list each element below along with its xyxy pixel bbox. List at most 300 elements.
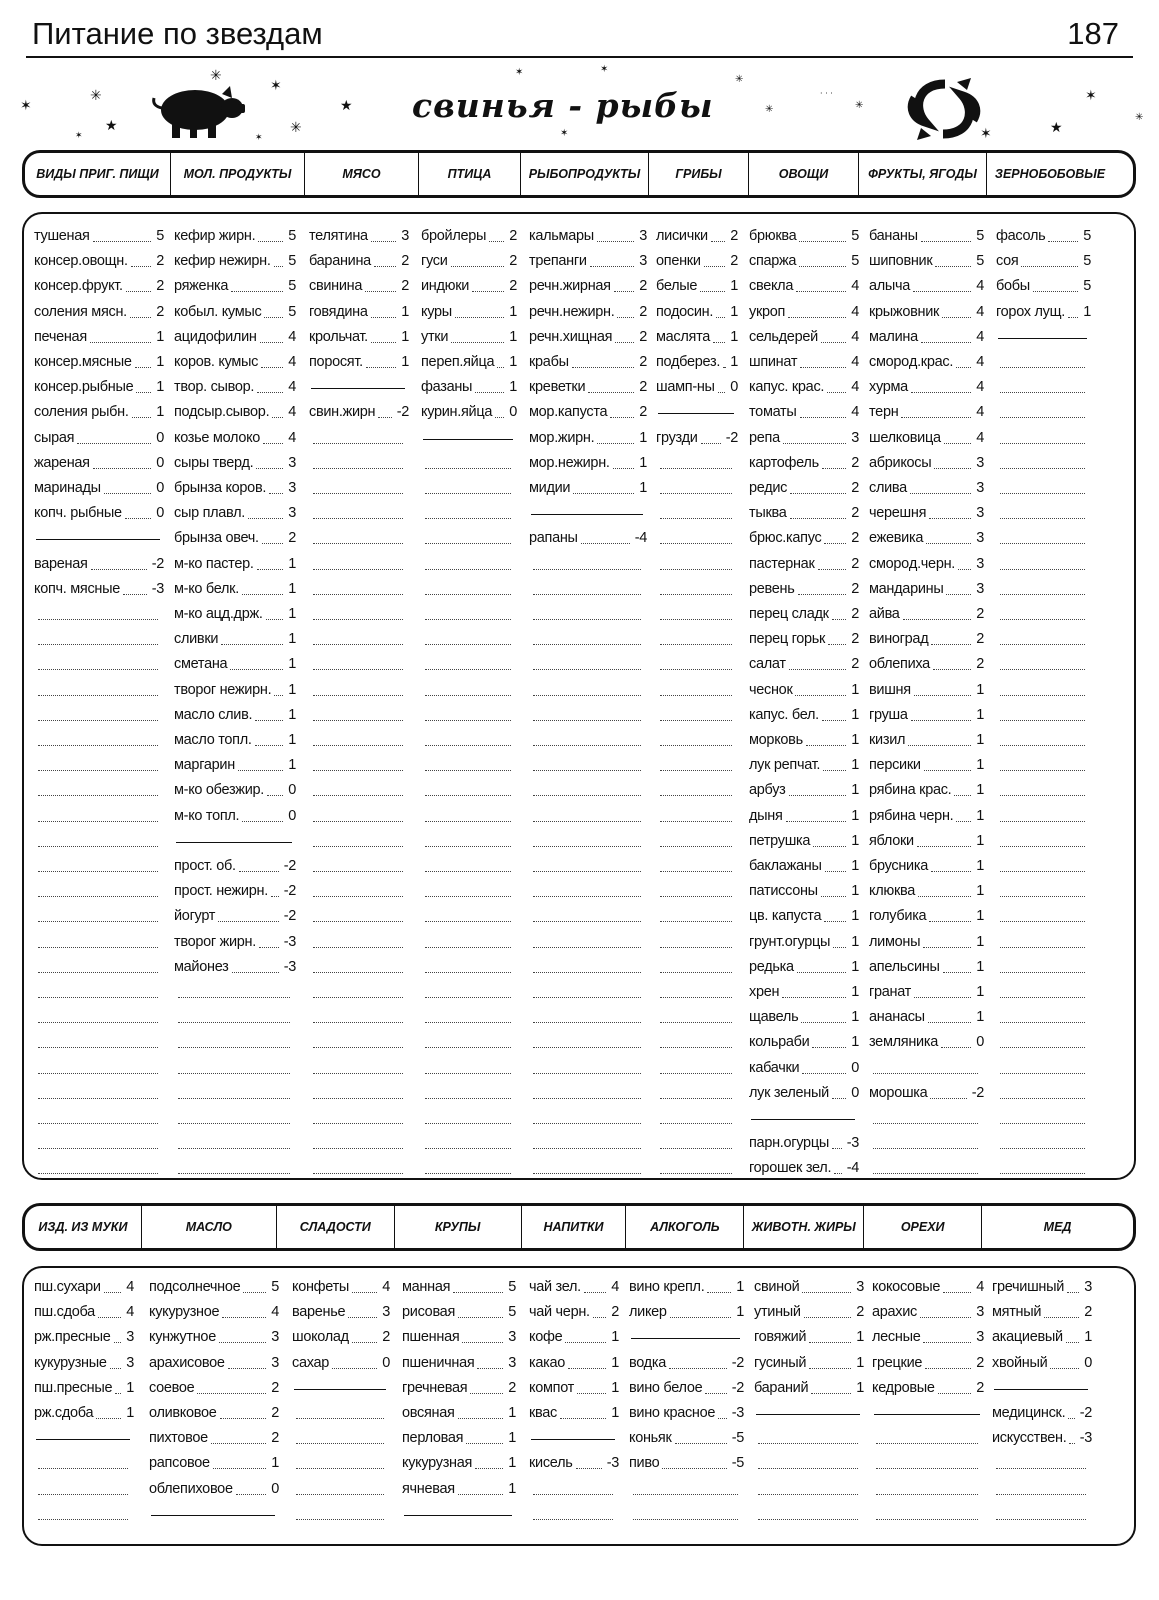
top-column-4 <box>529 227 647 1185</box>
entry-value: 2 <box>851 480 859 496</box>
top-header-7: ФРУКТЫ, ЯГОДЫ <box>858 153 986 195</box>
entry-name: м-ко белк. <box>174 580 239 597</box>
entry-value: 1 <box>156 379 164 396</box>
entry-value: 2 <box>851 505 859 522</box>
empty-row <box>660 1123 732 1124</box>
top-entry <box>309 252 409 270</box>
empty-row <box>313 720 403 721</box>
top-entry <box>529 328 647 346</box>
entry-value: -2 <box>283 883 296 900</box>
empty-row <box>660 543 732 544</box>
entry-value: 1 <box>288 656 296 673</box>
empty-row <box>533 896 641 897</box>
dot-leader <box>451 342 504 343</box>
entry-name: парн.огурцы <box>749 1135 829 1152</box>
dot-leader <box>593 1317 606 1318</box>
top-entry <box>529 303 647 321</box>
empty-row <box>38 846 158 847</box>
entry-value: 3 <box>639 253 647 270</box>
top-entry <box>869 857 984 875</box>
entry-value: 3 <box>271 1329 279 1346</box>
dot-leader <box>811 1393 851 1394</box>
dot-leader <box>274 266 283 267</box>
empty-row <box>425 1148 511 1149</box>
top-entry <box>869 378 984 396</box>
entry-name: крольчат. <box>309 328 368 345</box>
entry-value: 1 <box>851 908 859 925</box>
dot-leader <box>466 1443 503 1444</box>
empty-row <box>660 493 732 494</box>
top-entry <box>869 807 984 825</box>
top-entry <box>34 252 164 270</box>
entry-name: м-ко ацд.држ. <box>174 606 263 622</box>
dot-leader <box>228 1368 266 1369</box>
entry-name: м-ко пастер. <box>174 555 254 572</box>
dot-leader <box>573 493 634 494</box>
empty-row <box>425 997 511 998</box>
entry-name: апельсины <box>869 958 940 975</box>
dot-leader <box>828 644 846 645</box>
entry-name: алыча <box>869 278 911 295</box>
top-entry <box>34 580 164 598</box>
entry-value: 1 <box>509 303 517 320</box>
bottom-entry <box>402 1454 516 1472</box>
entry-name: сахар <box>292 1354 330 1371</box>
empty-row <box>533 569 641 570</box>
entry-name: свинина <box>309 278 363 295</box>
entry-name: консер.рыбные <box>34 379 134 396</box>
entry-name: кукурузное <box>149 1304 220 1321</box>
entry-value: 2 <box>271 1405 279 1421</box>
top-entry <box>869 454 984 472</box>
entry-value: 5 <box>288 278 296 295</box>
entry-name: щавель <box>749 1009 799 1026</box>
top-entry <box>749 429 859 447</box>
entry-value: 2 <box>271 1430 279 1447</box>
empty-row <box>178 997 290 998</box>
dot-leader <box>453 1292 503 1293</box>
dot-leader <box>799 266 846 267</box>
dot-leader <box>806 745 846 746</box>
empty-row <box>38 896 158 897</box>
dot-leader <box>274 695 283 696</box>
bottom-entry <box>529 1278 619 1296</box>
entry-name: пшенная <box>402 1329 460 1346</box>
entry-name: лесные <box>872 1329 921 1346</box>
svg-text:✶: ✶ <box>255 133 263 143</box>
entry-name: пихтовое <box>149 1430 208 1447</box>
top-entry <box>174 958 296 976</box>
top-header-5: ГРИБЫ <box>648 153 748 195</box>
entry-value: 1 <box>856 1379 864 1396</box>
entry-name: соя <box>996 253 1019 270</box>
empty-row <box>38 821 158 822</box>
bottom-entry <box>402 1429 516 1447</box>
entry-name: мор.капуста <box>529 404 608 421</box>
entry-name: перец горьк <box>749 631 826 648</box>
entry-value: -3 <box>1079 1430 1092 1447</box>
top-entry <box>869 706 984 724</box>
dot-leader <box>475 1468 503 1469</box>
empty-row <box>1000 443 1085 444</box>
entry-value: 3 <box>639 228 647 244</box>
entry-value: 2 <box>639 303 647 320</box>
entry-name: ликер <box>629 1304 667 1321</box>
empty-row <box>313 619 403 620</box>
entry-name: рапаны <box>529 530 578 547</box>
dot-leader <box>954 795 971 796</box>
dot-leader <box>832 619 846 620</box>
dot-leader <box>242 821 283 822</box>
entry-value: 4 <box>126 1279 134 1295</box>
top-entry <box>309 328 409 346</box>
separator-line <box>531 514 643 515</box>
dot-leader <box>704 266 725 267</box>
dot-leader <box>832 1148 842 1149</box>
entry-name: грузди <box>656 429 698 446</box>
dot-leader <box>821 896 846 897</box>
dot-leader <box>222 1317 266 1318</box>
dot-leader <box>588 392 634 393</box>
entry-value: 2 <box>509 228 517 244</box>
entry-value: 2 <box>509 253 517 270</box>
entry-name: ацидофилин <box>174 328 257 345</box>
dot-leader <box>371 342 396 343</box>
top-entry <box>869 328 984 346</box>
top-entry <box>869 958 984 976</box>
entry-value: 2 <box>976 1379 984 1396</box>
dot-leader <box>938 1393 971 1394</box>
entry-name: сыр плавл. <box>174 505 246 522</box>
dot-leader <box>125 518 151 519</box>
entry-value: 2 <box>156 278 164 295</box>
top-entry <box>869 832 984 850</box>
entry-value: 2 <box>851 631 859 648</box>
bottom-entry <box>149 1454 279 1472</box>
dot-leader <box>114 1342 121 1343</box>
entry-name: укроп <box>749 303 786 320</box>
dot-leader <box>809 1342 851 1343</box>
entry-value: 4 <box>851 328 859 345</box>
empty-row <box>425 846 511 847</box>
entry-value: -2 <box>725 429 738 446</box>
entry-value: 5 <box>288 228 296 244</box>
separator-line <box>751 1119 855 1120</box>
empty-row <box>425 821 511 822</box>
bottom-entry <box>34 1328 134 1346</box>
bottom-entry <box>402 1379 516 1397</box>
entry-name: говядина <box>309 303 368 320</box>
empty-row <box>660 1173 732 1174</box>
dot-leader <box>825 871 846 872</box>
entry-name: вишня <box>869 681 911 698</box>
entry-value: 2 <box>851 656 859 673</box>
dot-leader <box>239 871 279 872</box>
top-column-0 <box>34 227 164 1185</box>
empty-row <box>1000 1148 1085 1149</box>
empty-row <box>313 972 403 973</box>
top-entry <box>34 454 164 472</box>
top-entry <box>421 353 517 371</box>
entry-name: редис <box>749 480 788 496</box>
entry-name: кунжутное <box>149 1329 216 1346</box>
separator-line <box>294 1389 386 1390</box>
entry-value: 4 <box>976 328 984 345</box>
empty-row <box>533 1494 613 1495</box>
entry-name: сыры тверд. <box>174 454 254 471</box>
empty-row <box>660 947 732 948</box>
empty-row <box>313 669 403 670</box>
empty-row <box>425 770 511 771</box>
entry-name: гуси <box>421 253 448 270</box>
entry-value: 1 <box>976 782 984 799</box>
empty-row <box>1000 795 1085 796</box>
empty-row <box>660 972 732 973</box>
entry-name: подсолнечное <box>149 1279 241 1295</box>
empty-row <box>38 695 158 696</box>
entry-name: искусствен. <box>992 1430 1067 1447</box>
entry-name: чай черн. <box>529 1304 590 1321</box>
dot-leader <box>813 846 846 847</box>
top-entry <box>869 529 984 547</box>
entry-name: хрен <box>749 984 780 1000</box>
dot-leader <box>802 1073 846 1074</box>
top-entry <box>656 353 738 371</box>
bottom-entry <box>629 1354 744 1372</box>
pig-icon <box>150 80 245 142</box>
entry-name: пшеничная <box>402 1354 475 1371</box>
dot-leader <box>211 1443 266 1444</box>
top-entry <box>869 252 984 270</box>
top-entry <box>749 479 859 497</box>
entry-value: 0 <box>288 807 296 824</box>
entry-name: лимоны <box>869 933 921 950</box>
entry-value: 1 <box>851 782 859 799</box>
entry-name: коров. кумыс <box>174 354 259 370</box>
bottom-entry <box>754 1328 864 1346</box>
dot-leader <box>1033 291 1078 292</box>
dot-leader <box>824 921 846 922</box>
dot-leader <box>197 1393 266 1394</box>
entry-name: перловая <box>402 1430 464 1447</box>
dot-leader <box>458 1418 503 1419</box>
svg-text:✶: ✶ <box>515 67 524 78</box>
dot-leader <box>263 443 283 444</box>
dot-leader <box>818 569 846 570</box>
empty-row <box>313 896 403 897</box>
entry-value: 1 <box>976 807 984 824</box>
top-entry <box>174 227 296 245</box>
empty-row <box>425 1173 511 1174</box>
empty-row <box>1000 745 1085 746</box>
separator-line <box>998 338 1087 339</box>
dot-leader <box>255 745 283 746</box>
top-entry <box>869 983 984 1001</box>
entry-value: 1 <box>976 858 984 874</box>
dot-leader <box>259 947 279 948</box>
bottom-header-7: ОРЕХИ <box>863 1206 981 1248</box>
entry-name: консер.мясные <box>34 354 132 370</box>
top-entry <box>529 252 647 270</box>
entry-name: твор. сывор. <box>174 379 255 396</box>
dot-leader <box>901 417 971 418</box>
top-entry <box>869 555 984 573</box>
top-entry <box>749 958 859 976</box>
dot-leader <box>231 291 283 292</box>
entry-value: 1 <box>401 328 409 345</box>
empty-row <box>660 846 732 847</box>
empty-row <box>876 1494 978 1495</box>
empty-row <box>38 947 158 948</box>
empty-row <box>38 1519 128 1520</box>
top-entry <box>174 454 296 472</box>
bottom-entry <box>292 1303 390 1321</box>
entry-value: 2 <box>271 1379 279 1396</box>
top-entry <box>869 403 984 421</box>
entry-value: 3 <box>271 1354 279 1371</box>
top-entry <box>996 303 1091 321</box>
dot-leader <box>261 367 283 368</box>
dot-leader <box>833 947 846 948</box>
entry-name: пиво <box>629 1455 660 1472</box>
empty-row <box>660 619 732 620</box>
empty-row <box>425 669 511 670</box>
empty-row <box>425 947 511 948</box>
top-entry <box>421 227 517 245</box>
entry-value: 2 <box>1084 1304 1092 1321</box>
top-entry <box>869 907 984 925</box>
entry-name: рисовая <box>402 1304 455 1321</box>
entry-name: маринады <box>34 480 101 496</box>
entry-name: кедровые <box>872 1379 935 1396</box>
top-entry <box>309 303 409 321</box>
empty-row <box>425 1123 511 1124</box>
dot-leader <box>956 367 971 368</box>
separator-line <box>531 1439 615 1440</box>
entry-value: 1 <box>976 732 984 748</box>
dot-leader <box>90 342 151 343</box>
dot-leader <box>827 392 846 393</box>
entry-value: 4 <box>976 379 984 396</box>
top-entry <box>174 378 296 396</box>
entry-name: рябина крас. <box>869 782 952 799</box>
entry-value: 3 <box>856 1279 864 1295</box>
entry-value: 1 <box>976 706 984 723</box>
top-entry <box>174 303 296 321</box>
empty-row <box>660 745 732 746</box>
entry-value: -2 <box>283 908 296 925</box>
top-entry <box>749 807 859 825</box>
empty-row <box>1000 1073 1085 1074</box>
top-entry <box>869 1033 984 1051</box>
bottom-column-6 <box>754 1278 864 1530</box>
empty-row <box>533 594 641 595</box>
top-entry <box>529 403 647 421</box>
entry-name: шиповник <box>869 253 933 270</box>
entry-value: 2 <box>639 328 647 345</box>
entry-value: 1 <box>508 1480 516 1497</box>
empty-row <box>313 947 403 948</box>
dot-leader <box>903 619 971 620</box>
entry-name: коньяк <box>629 1430 672 1447</box>
dot-leader <box>934 468 971 469</box>
dot-leader <box>374 266 396 267</box>
entry-name: какао <box>529 1354 566 1371</box>
top-entry <box>869 580 984 598</box>
top-entry <box>309 403 409 421</box>
empty-row <box>38 1073 158 1074</box>
entry-value: -2 <box>1079 1405 1092 1421</box>
top-entry <box>869 1084 984 1102</box>
dot-leader <box>670 1317 731 1318</box>
empty-row <box>296 1418 384 1419</box>
top-column-1 <box>174 227 296 1185</box>
dot-leader <box>126 291 151 292</box>
entry-name: тыква <box>749 505 787 522</box>
entry-name: оливковое <box>149 1405 217 1421</box>
entry-name: утки <box>421 328 449 345</box>
entry-name: подсыр.сывор. <box>174 404 270 421</box>
empty-row <box>996 1468 1086 1469</box>
top-entry <box>174 907 296 925</box>
entry-name: свекла <box>749 278 794 295</box>
entry-name: вино крепл. <box>629 1279 705 1295</box>
top-entry <box>996 277 1091 295</box>
entry-name: абрикосы <box>869 454 932 471</box>
top-entry <box>749 857 859 875</box>
entry-value: 1 <box>288 706 296 723</box>
entry-name: бобы <box>996 278 1030 295</box>
entry-value: 1 <box>851 1034 859 1051</box>
top-entry <box>421 378 517 396</box>
bottom-column-8 <box>992 1278 1092 1530</box>
entry-value: 2 <box>509 278 517 295</box>
entry-name: кизил <box>869 732 906 748</box>
top-entry <box>869 227 984 245</box>
empty-row <box>313 695 403 696</box>
empty-row <box>1000 669 1085 670</box>
empty-row <box>313 1123 403 1124</box>
top-entry <box>34 328 164 346</box>
dot-leader <box>255 720 283 721</box>
dot-leader <box>266 619 283 620</box>
empty-row <box>660 896 732 897</box>
entry-name: чай зел. <box>529 1279 581 1295</box>
entry-name: лук репчат. <box>749 757 821 774</box>
entry-name: салат <box>749 656 786 673</box>
entry-value: 1 <box>851 883 859 900</box>
dot-leader <box>924 770 971 771</box>
entry-name: речн.жирная <box>529 278 611 295</box>
entry-name: кефир нежирн. <box>174 253 271 270</box>
top-entry <box>749 328 859 346</box>
entry-name: морковь <box>749 732 803 748</box>
dot-leader <box>130 317 151 318</box>
dot-leader <box>597 241 634 242</box>
entry-name: кофе <box>529 1329 563 1346</box>
entry-value: -2 <box>151 555 164 572</box>
dot-leader <box>797 972 846 973</box>
empty-row <box>758 1494 858 1495</box>
entry-name: кобыл. кумыс <box>174 303 262 320</box>
entry-name: кисель <box>529 1455 573 1472</box>
bottom-entry <box>529 1303 619 1321</box>
empty-row <box>313 493 403 494</box>
svg-text:✶: ✶ <box>600 64 609 75</box>
dot-leader <box>243 1292 266 1293</box>
entry-name: ряженка <box>174 278 229 295</box>
entry-value: 1 <box>271 1455 279 1472</box>
